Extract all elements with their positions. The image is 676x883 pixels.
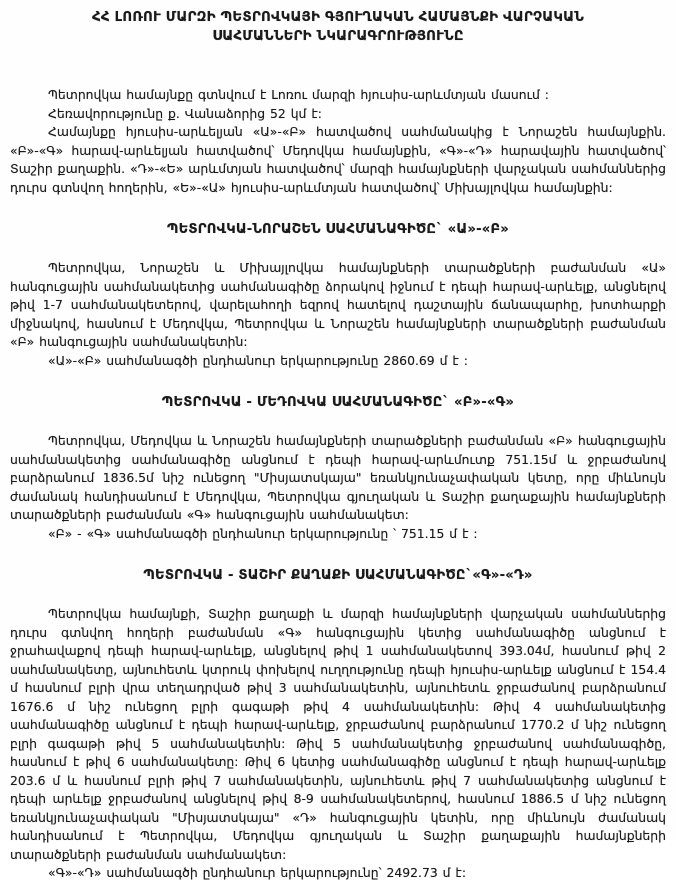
section-body-petrovka-medovka: Պետրովկա, Մեդովկա և Նորաշեն համայնքների տարածքների բաժանման «Բ» հանգուցային սահմանակետից սահմանագիծը անցնում է դեպի հարավ-արևմուտք 751.15մ և ջրբաժանով բարձրանում 1836.5մ նիշ ունեցող "Միսյատսկայա" եռանկյունաչափական կետը, որը միևնույն ժամանակ հանդիսանում է Մեդովկա, Պետրովկա գյուղական և Տաշիր քաղաքային համայնքների տարածքների բաժանման «Գ» հանգուցային սահմանակետ: [10,433,666,522]
section-heading-petrovka-tashir: ՊԵՏՐՈՎԿԱ - ՏԱՇԻՐ ՔԱՂԱՔԻ ՍԱՀՄԱՆԱԳԻԾԸ`«Գ»-«Դ» [143,568,533,583]
section-body-petrovka-norashen: Պետրովկա, Նորաշեն և Միխայլովկա համայնքների տարածքների բաժանման «Ա» հանգուցային սահմանակետից սահմանագիծը ձորակով իջնում է դեպի հարավ-արևելք, անցնելով թիվ 1-7 սահմանակետերով, վարելահողի եզրով հատելով դաշտային ճանապարհը, խոտհարքի միջնակով, հասնում է Մեդովկա, Պետրովկա և Նորաշեն համայնքների տարածքների բաժանման «Բ» հանգուցային սահմանակետին: [10,260,666,349]
section-length-petrovka-tashir: «Գ»-«Դ» սահմանագծի ընդհանուր երկարությունը՝ 2492.73 մ է: [48,865,466,880]
intro-distance-line: Հեռավորությունը ք. Վանաձորից 52 կմ է: [48,105,322,121]
intro-location-line: Պետրովկա համայնքը գտնվում է Լոռու մարզի հյուսիս-արևմտյան մասում : [48,87,549,102]
document-title-line2: ՍԱՀՄԱՆՆԵՐԻ ՆԿԱՐԱԳՐՈՒԹՅՈՒՆԸ [212,29,464,44]
section-length-petrovka-medovka: «Բ» - «Գ» սահմանագծի ընդհանուր երկարությունը ՝ 751.15 մ է : [48,525,478,541]
intro-borders-paragraph: Համայնքը հյուսիս-արևելյան «Ա»-«Բ» հատվածով սահմանակից է Նորաշեն համայնքին. «Բ»-«Գ» հարավ-արևելյան հատվածով՝ Մեդովկա համայնքին, «Գ»-«Դ» հարավային հատվածով՝ Տաշիր քաղաքին. «Դ»-«Ե» արևմտյան հատվածով՝ մարզի համայնքների վարչական սահմաններից դուրս գտնվող հողերին, «Ե»-«Ա» հյուսիս-արևմտյան հատվածով՝ Միխայլովկա համայնքին: [10,124,666,195]
section-length-petrovka-norashen: «Ա»-«Բ» սահմանագծի ընդհանուր երկարությունը 2860.69 մ է : [48,352,468,368]
section-body-petrovka-tashir: Պետրովկա համայնքի, Տաշիր քաղաքի և մարզի համայնքների վարչական սահմաններից դուրս գտնվող հողերի բաժանման «Գ» հանգուցային կետից սահմանագիծը անցնում է ջրահավաքով դեպի հարավ-արևելք, անցնելով թիվ 1 սահմանակետով 393.04մ, հասնում թիվ 2 սահմանակետը, այնուհետև կտրուկ փոխելով ուղղությունը դեպի հյուսիս-արևելք անցնում է 154.4 մ հասնում բլրի վրա տեղադրված թիվ 3 սահմանակետին, այնուհետև ջրբաժանով բարձրանում 1676.6 մ նիշ ունեցող բլրի գագաթի թիվ 4 սահմանակետին: Թիվ 4 սահմանակետից սահմանագիծը անցնում է դեպի հարավ-արևելք, ջրբաժանով բարձրանում 1770.2 մ նիշ ունեցող բլրի գագաթի թիվ 5 սահմանակետին: Թիվ 5 սահմանակետից ջրբաժանով սահմանագիծը, հասնում է թիվ 6 սահմանակետը: Թիվ 6 կետից սահմանագիծը անցնում է դեպի հարավ-արևելք 203.6 մ և հասնում բլրի թիվ 7 սահմանակետին, այնուհետև թիվ 7 սահմանակետից անցնում է դեպի արևելք ջրբաժանով անցնելով թիվ 8-9 սահմանակետերով, հասնում 1886.5 մ նիշ ունեցող եռանկյունաչափական "Միսյատսկայա" «Դ» հանգուցային կետին, որը միևնույն ժամանակ հանդիսանում է Պետրովկա, Մեդովկա գյուղական և Տաշիր քաղաքային համայնքների տարածքների բաժանման սահմանակետ: [10,606,666,862]
section-heading-petrovka-medovka: ՊԵՏՐՈՎԿԱ - ՄԵԴՈՎԿԱ ՍԱՀՄԱՆԱԳԻԾԸ` «Բ»-«Գ» [161,395,515,410]
document-title [10,8,666,46]
section-heading-petrovka-norashen: ՊԵՏՐՈՎԿԱ-ՆՈՐԱՇԵՆ ՍԱՀՄԱՆԱԳԻԾԸ` «Ա»-«Բ» [166,222,510,237]
document-title-line1: ՀՀ ԼՈՌՈՒ ՄԱՐԶԻ ՊԵՏՐՈՎԿԱՅԻ ԳՅՈՒՂԱԿԱՆ ՀԱՄԱՅՆՔԻ ՎԱՐՉԱԿԱՆ [91,10,584,25]
